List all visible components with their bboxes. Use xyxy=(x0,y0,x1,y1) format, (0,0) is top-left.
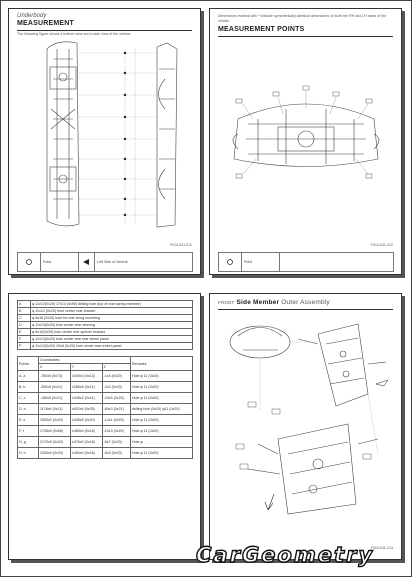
list-text: φ 11x12(0x20) 15x8 (0x20) hole center rear wheel panel xyxy=(31,343,193,350)
coord-cell-x: 1500x0 (0x20) xyxy=(39,415,71,426)
legend-arrow-cell xyxy=(78,253,95,271)
coord-row xyxy=(18,448,193,459)
list-id: F xyxy=(18,336,31,343)
page-side-member xyxy=(209,293,402,560)
col-x: X xyxy=(39,364,71,371)
coord-cell-z: -23x5 (0x20) xyxy=(102,393,130,404)
page-title: MEASUREMENT xyxy=(17,20,75,27)
coord-cell-p: H, h xyxy=(18,448,39,459)
figure-ref: FIG4 A31-212 xyxy=(370,243,393,247)
watermark-logo xyxy=(196,543,404,569)
coord-cell-r: Hole φ 11 (0x20) xyxy=(130,448,192,459)
list-id: A xyxy=(18,301,31,308)
coordinates-table xyxy=(17,356,193,459)
legend-point-cell xyxy=(241,253,280,271)
note-text: Dimensions marked with * indicate symmetrically identical dimensions on both the RH and LH sides of the vehicle. xyxy=(218,14,387,23)
list-row xyxy=(18,336,193,343)
list-row xyxy=(18,301,193,308)
list-id: F' xyxy=(18,343,31,350)
legend-box xyxy=(218,252,394,272)
coord-row xyxy=(18,382,193,393)
coord-cell-y: ±305x3 (0x13) xyxy=(70,371,102,382)
coord-cell-y: ±502x6 (0x25) xyxy=(70,404,102,415)
coord-cell-p: G, g xyxy=(18,437,39,448)
coord-cell-p: F, f xyxy=(18,426,39,437)
list-id: D xyxy=(18,322,31,329)
coord-cell-r: Hole φ xyxy=(130,437,192,448)
list-id: B xyxy=(18,308,31,315)
coord-cell-x: 2300x0 (0x20) xyxy=(39,448,71,459)
list-id: E xyxy=(18,329,31,336)
point-marker-icon xyxy=(18,253,40,271)
coord-row xyxy=(18,404,193,415)
legend-left-label: Left Side of Vehicle xyxy=(97,260,128,264)
coord-cell-r: Hole φ 11 (0x20) xyxy=(130,415,192,426)
legend-left-cell xyxy=(94,253,192,271)
watermark-text: CarGeometry xyxy=(196,543,375,567)
list-id: C xyxy=(18,315,31,322)
coord-cell-p: C, c xyxy=(18,393,39,404)
page-measurement-points xyxy=(209,8,402,275)
coord-cell-y: ±465x0 (0x18) xyxy=(70,426,102,437)
arrow-left-icon xyxy=(83,259,89,265)
list-row xyxy=(18,329,193,336)
measurement-point-list xyxy=(17,300,193,350)
col-points: Points xyxy=(18,357,39,371)
page-coordinates-table xyxy=(8,293,201,560)
title-rule xyxy=(218,309,393,310)
list-text: φ 11x13(0x20) hole center rear steering xyxy=(31,322,193,329)
list-text: φ 8x18 (0x20) hole for rear lining mounting xyxy=(31,315,193,322)
list-text: φ 11x12 (0x20) front center rear bracket xyxy=(31,308,193,315)
coord-cell-z: -1x5 (0x20) xyxy=(102,371,130,382)
page-title: MEASUREMENT POINTS xyxy=(218,26,305,33)
coord-cell-r: Hole φ 11 (0x20) xyxy=(130,393,192,404)
coord-cell-p: A, a xyxy=(18,371,39,382)
coord-cell-z: -5x3 (0x20) xyxy=(102,448,130,459)
coord-cell-x: -390x9 (0x21) xyxy=(39,382,71,393)
coord-cell-r: Hole φ 11 (0x20) xyxy=(130,371,192,382)
title-rule xyxy=(218,36,393,37)
legend-icon-cell xyxy=(219,253,242,271)
coord-cell-x: 1176x4 (0x11) xyxy=(39,404,71,415)
coord-cell-r: Hole φ 11 (0x20) xyxy=(130,426,192,437)
coord-row xyxy=(18,415,193,426)
figure-ref: FIG4 A31-211 xyxy=(169,243,192,247)
coord-cell-z: -14x1 (0x20) xyxy=(102,415,130,426)
coord-cell-r: Hole φ 11 (0x20) xyxy=(130,382,192,393)
coord-header: Coordinates xyxy=(39,357,131,364)
coord-cell-p: B, b xyxy=(18,382,39,393)
underbody-diagram xyxy=(17,39,193,231)
list-text: φ 11x12(0x20) 17x14 (0x90) drilling hole (top of rear spring member) xyxy=(31,301,193,308)
page-underbody-measurement xyxy=(8,8,201,275)
coord-cell-p: E, e xyxy=(18,415,39,426)
coord-cell-y: ±435x6 (0x20) xyxy=(70,415,102,426)
coord-cell-z: -10x3 (0x20) xyxy=(102,426,130,437)
intro-text: The following figure shows a bottom view and a side view of the vehicle. xyxy=(17,32,132,36)
legend-box xyxy=(17,252,193,272)
col-y: Y xyxy=(70,364,102,371)
coord-row xyxy=(18,437,193,448)
title-main: Side Member xyxy=(236,299,280,306)
coord-cell-x: 1706x0 (0x56) xyxy=(39,426,71,437)
title-prefix: FRONT xyxy=(218,300,235,305)
measurement-points-diagram xyxy=(218,79,394,189)
coord-cell-p: D, d xyxy=(18,404,39,415)
list-row xyxy=(18,343,193,350)
coord-cell-x: -150x0 (0x21) xyxy=(39,393,71,404)
coord-cell-y: ±348x2 (0x21) xyxy=(70,393,102,404)
legend-point-label: Point xyxy=(244,260,253,264)
legend-icon-cell xyxy=(18,253,41,271)
list-row xyxy=(18,315,193,322)
coord-cell-r: drilling hole (0x20) φ11 (0x20) xyxy=(130,404,192,415)
coord-cell-z: -6x7 (0x20) xyxy=(102,437,130,448)
coord-cell-x: -760x5 (0x73) xyxy=(39,371,71,382)
side-member-diagram xyxy=(218,314,394,519)
coord-row xyxy=(18,426,193,437)
legend-point-cell xyxy=(40,253,79,271)
list-text: φ 8x10(0x20) hole center rear spinner bracket xyxy=(31,329,193,336)
coord-cell-x: 2170x5 (0x20) xyxy=(39,437,71,448)
point-marker-icon xyxy=(219,253,241,271)
list-row xyxy=(18,322,193,329)
list-row xyxy=(18,308,193,315)
coord-cell-y: ±476x0 (0x18) xyxy=(70,437,102,448)
title-rule xyxy=(17,30,192,31)
coord-cell-y: ±285x6 (0x21) xyxy=(70,382,102,393)
legend-point-label: Point xyxy=(43,260,52,264)
col-z: Z xyxy=(102,364,130,371)
coord-row xyxy=(18,393,193,404)
coord-cell-z: -2x2 (0x20) xyxy=(102,382,130,393)
title-suffix: Outer Assembly xyxy=(281,299,330,306)
figure-ref: FIG4 A31-213 xyxy=(370,546,393,550)
coord-row xyxy=(18,371,193,382)
col-remarks: Remarks xyxy=(130,357,192,371)
list-text: φ 11x12(0x20) hole center rear rear wheel panel xyxy=(31,336,193,343)
coord-cell-z: -84x3 (0x21) xyxy=(102,404,130,415)
legend-empty-cell xyxy=(279,253,393,271)
page-title xyxy=(218,299,330,306)
coord-cell-y: ±490x0 (0x18) xyxy=(70,448,102,459)
page-subtitle: Underbody xyxy=(17,13,47,19)
coord-header-row xyxy=(18,357,193,364)
